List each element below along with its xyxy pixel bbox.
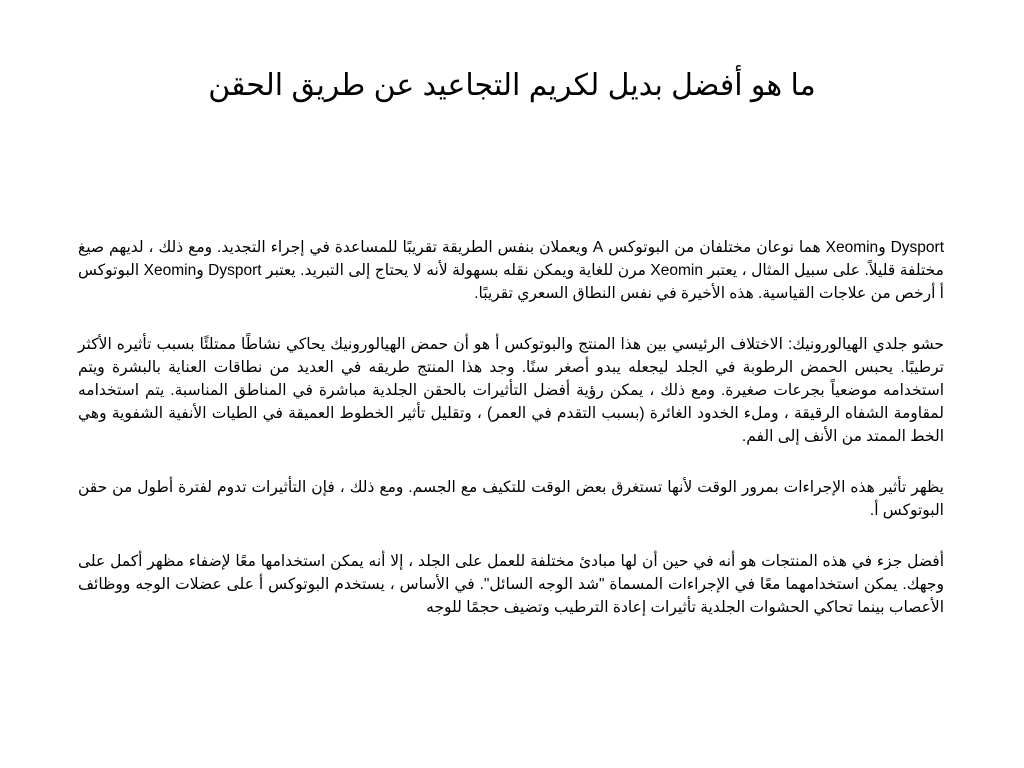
paragraph-hyaluronic-filler: حشو جلدي الهيالورونيك: الاختلاف الرئيسي بين هذا المنتج والبوتوكس أ هو أن حمض الهيالورونيك يحاكي نشاطًا ممتلئًا بسبب تأثيره الأكثر ترطيبًا. يحبس الحمض الرطوبة في الجلد ليجعله يبدو أصغر سنًا. وجد هذا المنتج طريقه في العديد من نطاقات العناية بالبشرة ويتم استخدامه موضعياً بجرعات صغيرة. ومع ذلك ، يمكن رؤية أفضل التأثيرات بالحقن الجلدية مباشرة في المناطق المناسبة. يتم استخدامه لمقاومة الشفاه الرقيقة ، وملء الخدود الغائرة (بسبب التقدم في العمر) ، وتقليل تأثير الخطوط العميقة في الطيات الأنفية الشفوية وهي الخط الممتد من الأنف إلى الفم. bbox=[78, 336, 944, 445]
slide-body bbox=[78, 236, 944, 647]
paragraph-combined-use: أفضل جزء في هذه المنتجات هو أنه في حين أن لها مبادئ مختلفة للعمل على الجلد ، إلا أنه يمكن استخدامها معًا لإضفاء مظهر أكمل على وجهك. يمكن استخدامهما معًا في الإجراءات المسماة "شد الوجه السائل". في الأساس ، يستخدم البوتوكس أ على عضلات الوجه ووظائف الأعصاب بينما تحاكي الحشوات الجلدية تأثيرات إعادة الترطيب وتضيف حجمًا للوجه bbox=[78, 553, 944, 616]
paragraph-effects-duration: يظهر تأثير هذه الإجراءات بمرور الوقت لأنها تستغرق بعض الوقت للتكيف مع الجسم. ومع ذلك ، فإن التأثيرات تدوم لفترة أطول من حقن البوتوكس أ. bbox=[78, 479, 944, 519]
paragraph-dysport-xeomin: Dysport وXeomin هما نوعان مختلفان من البوتوكس A ويعملان بنفس الطريقة تقريبًا للمساعدة في إجراء التجديد. ومع ذلك ، لديهم صيغ مختلفة قليلاً. على سبيل المثال ، يعتبر Xeomin مرن للغاية ويمكن نقله بسهولة لأنه لا يحتاج إلى التبريد. يعتبر Dysport وXeomin البوتوكس أ أرخص من علاجات القياسية. هذه الأخيرة في نفس النطاق السعري تقريبًا. bbox=[78, 239, 944, 302]
slide-title: ما هو أفضل بديل لكريم التجاعيد عن طريق الحقن bbox=[208, 69, 816, 102]
